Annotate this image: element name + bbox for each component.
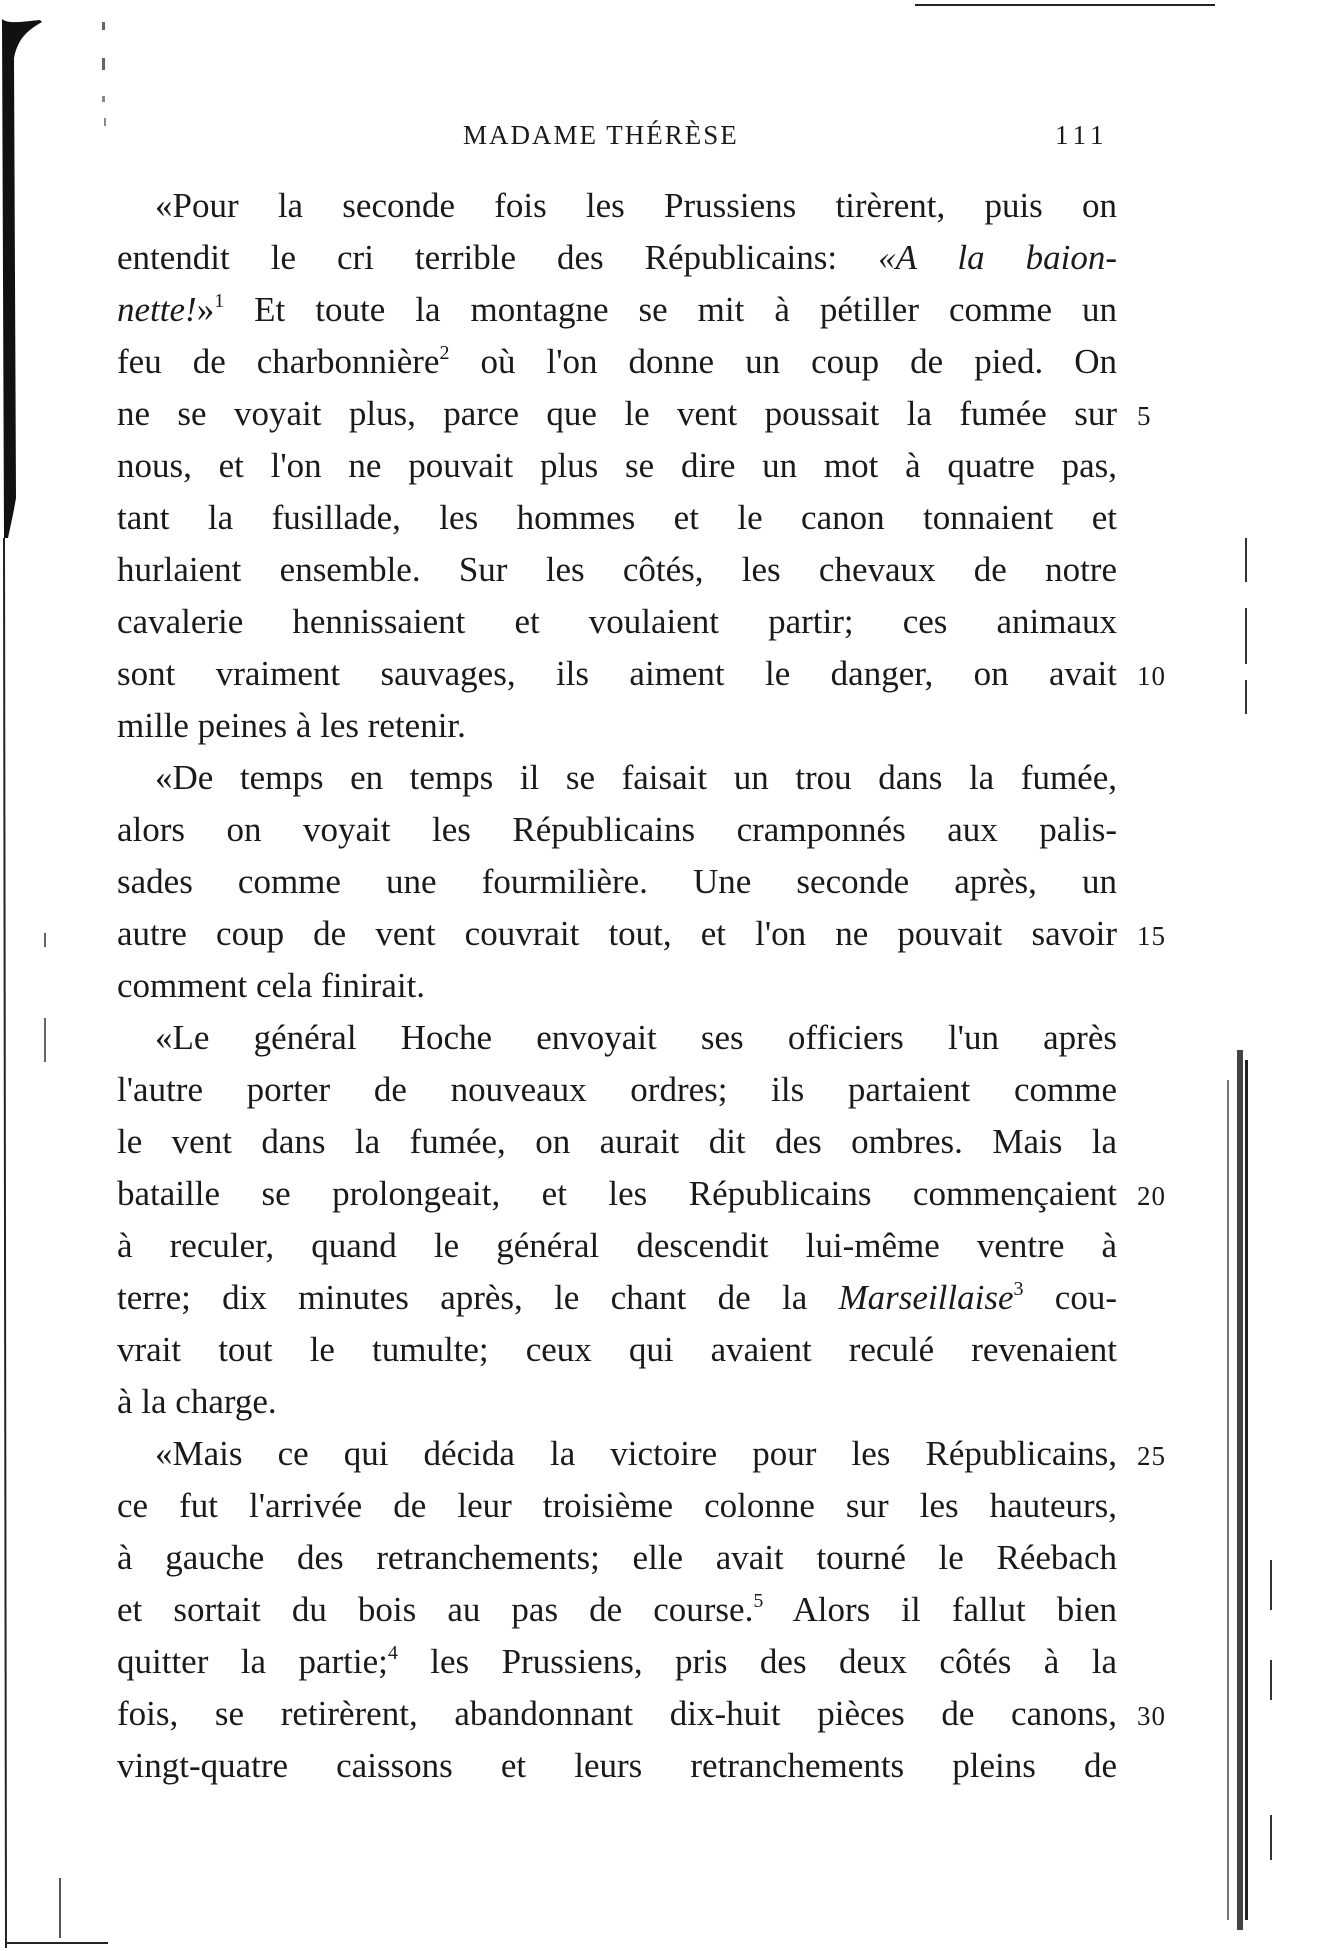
text-run: «A la baion-: [878, 238, 1117, 277]
text-run: mille peines à les retenir.: [117, 706, 466, 745]
line-number: 20: [1137, 1181, 1166, 1211]
text-line: [117, 440, 1117, 492]
text-run: nous, et l'on ne pouvait plus se dire un mot à quatre pas,: [117, 446, 1117, 485]
text-line: [117, 544, 1117, 596]
text-run: ce fut l'arrivée de leur troisième colonne sur les hauteurs,: [117, 1486, 1117, 1525]
text-run: ne se voyait plus, parce que le vent poussait la fumée sur: [117, 394, 1117, 433]
text-line: [117, 1272, 1117, 1324]
text-run: autre coup de vent couvrait tout, et l'on ne pouvait savoir: [117, 914, 1117, 953]
text-run: bataille se prolongeait, et les Républicains commençaient: [117, 1174, 1117, 1213]
text-line: [117, 648, 1166, 700]
text-run: à reculer, quand le général descendit lui-même ventre à: [117, 1226, 1117, 1265]
text-run: «Mais ce qui décida la victoire pour les Républicains,: [155, 1434, 1117, 1473]
text-line: [117, 336, 1117, 388]
page-binding-shadow: [0, 18, 110, 1948]
text-run: cavalerie hennissaient et voulaient partir; ces animaux: [117, 602, 1117, 641]
footnote-ref: 5: [753, 1590, 764, 1612]
running-title: MADAME THÉRÈSE: [463, 120, 739, 150]
top-scan-rule: [915, 4, 1215, 6]
text-line: [117, 804, 1117, 856]
line-number: 15: [1137, 921, 1166, 951]
line-number: 25: [1137, 1441, 1166, 1471]
text-line: [117, 1480, 1117, 1532]
line-number: 5: [1137, 401, 1152, 431]
text-line: [117, 1116, 1117, 1168]
text-run: les Prussiens, pris des deux côtés à la: [397, 1642, 1117, 1681]
text-run: sont vraiment sauvages, ils aiment le danger, on avait: [117, 654, 1117, 693]
text-run: quitter la partie;: [117, 1642, 388, 1681]
text-line: [117, 1532, 1117, 1584]
text-line: [117, 492, 1117, 544]
text-run: à la charge.: [117, 1382, 277, 1421]
text-run: Et toute la montagne se mit à pétiller comme un: [224, 290, 1117, 329]
text-line: [117, 1376, 1117, 1428]
text-line: [117, 596, 1117, 648]
text-run: vrait tout le tumulte; ceux qui avaient reculé revenaient: [117, 1330, 1117, 1369]
text-run: tant la fusillade, les hommes et le canon tonnaient et: [117, 498, 1117, 537]
text-line: [117, 1740, 1117, 1792]
footnote-ref: 4: [387, 1642, 398, 1664]
text-line: [117, 1584, 1117, 1636]
text-run: feu de charbonnière: [117, 342, 440, 381]
right-margin-scan-marks: [1225, 0, 1285, 1951]
text-run: «Pour la seconde fois les Prussiens tirèrent, puis on: [155, 186, 1117, 225]
text-run: hurlaient ensemble. Sur les côtés, les chevaux de notre: [117, 550, 1117, 589]
text-line: [117, 908, 1166, 960]
text-run: alors on voyait les Républicains cramponnés aux palis-: [117, 810, 1117, 849]
footnote-ref: 2: [439, 342, 450, 364]
text-line: [117, 1636, 1117, 1688]
text-line: [117, 1428, 1166, 1480]
text-run: l'autre porter de nouveaux ordres; ils partaient comme: [117, 1070, 1117, 1109]
text-line: [117, 1324, 1117, 1376]
text-line: [117, 700, 1117, 752]
text-run: cou-: [1023, 1278, 1117, 1317]
text-run: nette!: [117, 290, 197, 329]
text-run: comment cela finirait.: [117, 966, 426, 1005]
text-run: où l'on donne un coup de pied. On: [449, 342, 1117, 381]
text-run: vingt-quatre caissons et leurs retranchements pleins de: [117, 1746, 1117, 1785]
text-line: [117, 388, 1152, 440]
line-number: 30: [1137, 1701, 1166, 1731]
text-line: [117, 1168, 1166, 1220]
text-line: [117, 856, 1117, 908]
text-run: fois, se retirèrent, abandonnant dix-huit pièces de canons,: [117, 1694, 1117, 1733]
text-run: Alors il fallut bien: [763, 1590, 1118, 1629]
text-run: le vent dans la fumée, on aurait dit des ombres. Mais la: [117, 1122, 1117, 1161]
text-run: entendit le cri terrible des Républicains:: [117, 238, 879, 277]
text-line: [117, 232, 1117, 284]
text-run: et sortait du bois au pas de course.: [117, 1590, 754, 1629]
body-text: [117, 180, 1166, 1792]
page-number: 111: [1055, 120, 1109, 150]
footnote-ref: 3: [1013, 1278, 1024, 1300]
text-run: «De temps en temps il se faisait un trou dans la fumée,: [155, 758, 1117, 797]
text-line: [117, 1012, 1117, 1064]
text-run: «Le général Hoche envoyait ses officiers l'un après: [155, 1018, 1117, 1057]
text-run: Marseillaise: [838, 1278, 1014, 1317]
text-line: [117, 1064, 1117, 1116]
text-run: à gauche des retranchements; elle avait tourné le Réebach: [117, 1538, 1117, 1577]
footnote-ref: 1: [214, 290, 225, 312]
line-number: 10: [1137, 661, 1166, 691]
text-line: [117, 284, 1117, 336]
text-line: [117, 1220, 1117, 1272]
text-line: [117, 960, 1117, 1012]
text-line: [117, 1688, 1166, 1740]
text-run: »: [196, 290, 215, 329]
text-line: [117, 752, 1117, 804]
text-line: [117, 180, 1117, 232]
text-run: terre; dix minutes après, le chant de la: [117, 1278, 839, 1317]
text-run: sades comme une fourmilière. Une seconde après, un: [117, 862, 1117, 901]
